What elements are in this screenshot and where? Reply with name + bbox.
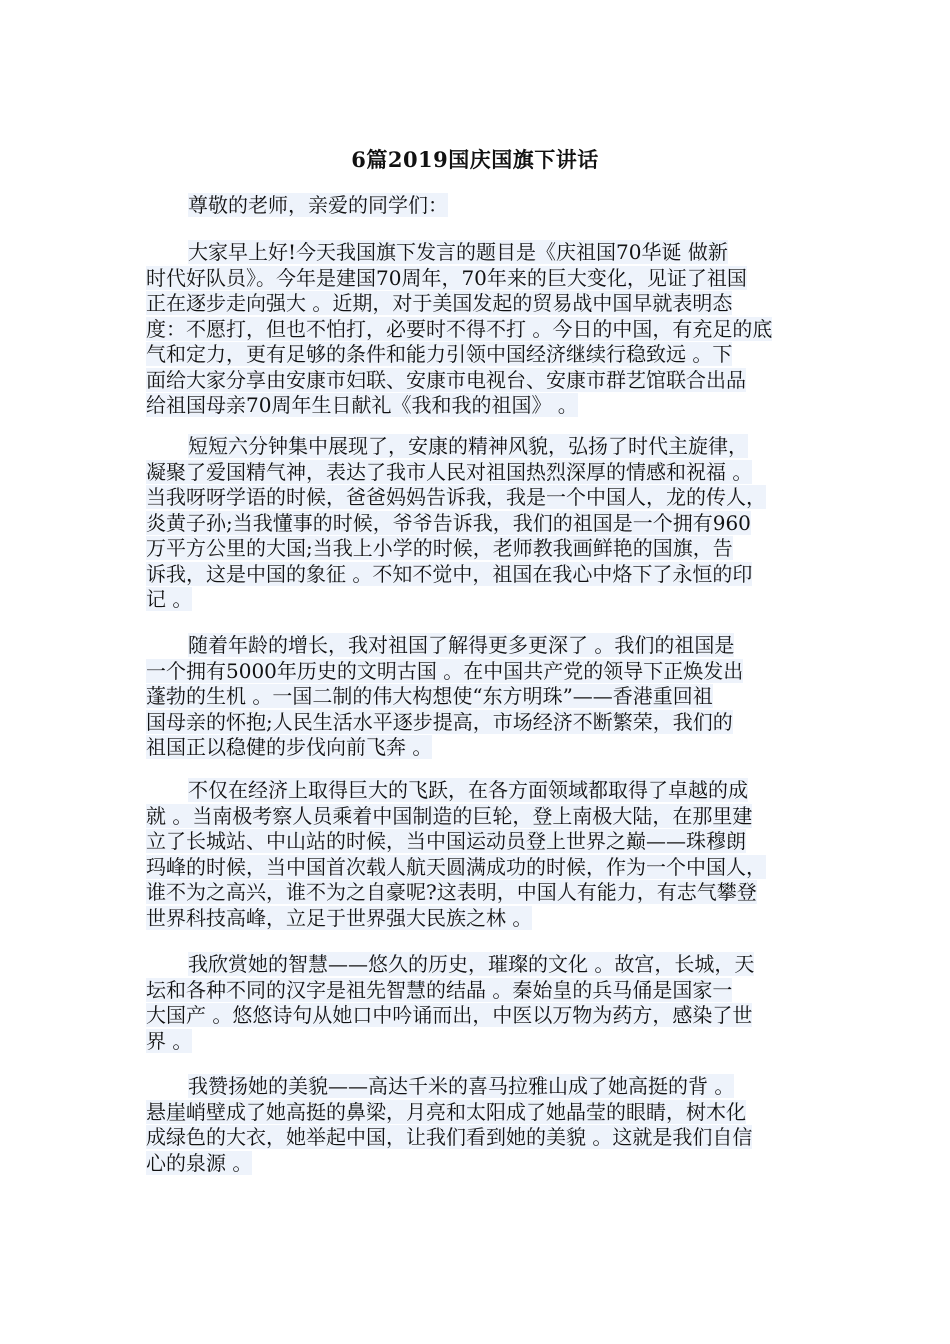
text-line: 不仅在经济上取得巨大的飞跃，在各方面领域都取得了卓越的成: [188, 778, 748, 802]
text-line: 尊敬的老师，亲爱的同学们：: [188, 193, 448, 217]
text-line: 蓬勃的生机 。一国二制的伟大构想使“东方明珠”——香港重回祖: [146, 684, 713, 708]
text-line: 随着年龄的增长，我对祖国了解得更多更深了 。我们的祖国是: [188, 633, 735, 657]
text-line: 正在逐步走向强大 。近期，对于美国发起的贸易战中国早就表明态: [146, 291, 733, 315]
text-line: 立了长城站、中山站的时候，当中国运动员登上世界之巅——珠穆朗: [146, 829, 746, 853]
text-line: 悬崖峭壁成了她高挺的鼻梁，月亮和太阳成了她晶莹的眼睛，树木化: [146, 1099, 746, 1124]
text-line: 祖国正以稳健的步伐向前飞奔 。: [146, 735, 433, 759]
text-line: 万平方公里的大国;当我上小学的时候，老师教我画鲜艳的国旗，告: [146, 536, 733, 560]
paragraph-3: [146, 633, 818, 761]
text-line: 短短六分钟集中展现了，安康的精神风貌，弘扬了时代主旋律，: [188, 434, 748, 458]
text-line: 气和定力，更有足够的条件和能力引领中国经济继续行稳致远 。下: [146, 342, 733, 366]
text-line: 记 。: [146, 587, 193, 611]
text-line: 就 。当南极考察人员乘着中国制造的巨轮，登上南极大陆，在那里建: [146, 803, 753, 828]
text-line: 谁不为之高兴，谁不为之自豪呢?这表明，中国人有能力，有志气攀登: [146, 880, 757, 904]
text-line: 度：不愿打，但也不怕打，必要时不得不打 。今日的中国，有充足的底: [146, 316, 773, 341]
text-line: 凝聚了爱国精气神，表达了我市人民对祖国热烈深厚的情感和祝福 。: [146, 459, 753, 484]
text-line: 成绿色的大衣，她举起中国，让我们看到她的美貌 。这就是我们自信: [146, 1125, 753, 1149]
paragraph-2: [146, 434, 818, 613]
text-line: 诉我，这是中国的象征 。不知不觉中，祖国在我心中烙下了永恒的印: [146, 561, 753, 586]
paragraph-6: [146, 1074, 818, 1176]
text-line: 心的泉源 。: [146, 1150, 253, 1175]
text-line: 国母亲的怀抱;人民生活水平逐步提高，市场经济不断繁荣，我们的: [146, 709, 733, 734]
text-line: 坛和各种不同的汉字是祖先智慧的结晶 。秦始皇的兵马俑是国家一: [146, 977, 733, 1002]
text-line: 大家早上好!今天我国旗下发言的题目是《庆祖国70华诞 做新: [188, 240, 728, 264]
text-line: 给祖国母亲70周年生日献礼《我和我的祖国》 。: [146, 393, 578, 417]
text-line: 玛峰的时候，当中国首次载人航天圆满成功的时候，作为一个中国人，: [146, 854, 766, 879]
paragraph-salutation: [146, 193, 818, 219]
paragraph-1: [146, 240, 818, 419]
text-line: 时代好队员》。今年是建国70周年，70年来的巨大变化，见证了祖国: [146, 265, 747, 290]
document-title: 6篇2019国庆国旗下讲话: [351, 147, 599, 172]
text-line: 面给大家分享由安康市妇联、安康市电视台、安康市群艺馆联合出品: [146, 367, 746, 392]
text-line: 世界科技高峰，立足于世界强大民族之林 。: [146, 905, 533, 930]
text-line: 一个拥有5000年历史的文明古国 。在中国共产党的领导下正焕发出: [146, 658, 744, 683]
text-line: 当我呀呀学语的时候，爸爸妈妈告诉我，我是一个中国人，龙的传人，: [146, 485, 766, 509]
text-line: 我欣赏她的智慧——悠久的历史，璀璨的文化 。故宫，长城，天: [188, 952, 755, 976]
text-line: 界 。: [146, 1028, 193, 1053]
paragraph-5: [146, 952, 818, 1054]
text-line: 我赞扬她的美貌——高达千米的喜马拉雅山成了她高挺的背 。: [188, 1074, 735, 1098]
text-line: 炎黄子孙;当我懂事的时候，爷爷告诉我，我们的祖国是一个拥有960: [146, 510, 751, 535]
paragraph-4: [146, 778, 818, 931]
text-line: 大国产 。悠悠诗句从她口中吟诵而出，中医以万物为药方，感染了世: [146, 1003, 753, 1027]
